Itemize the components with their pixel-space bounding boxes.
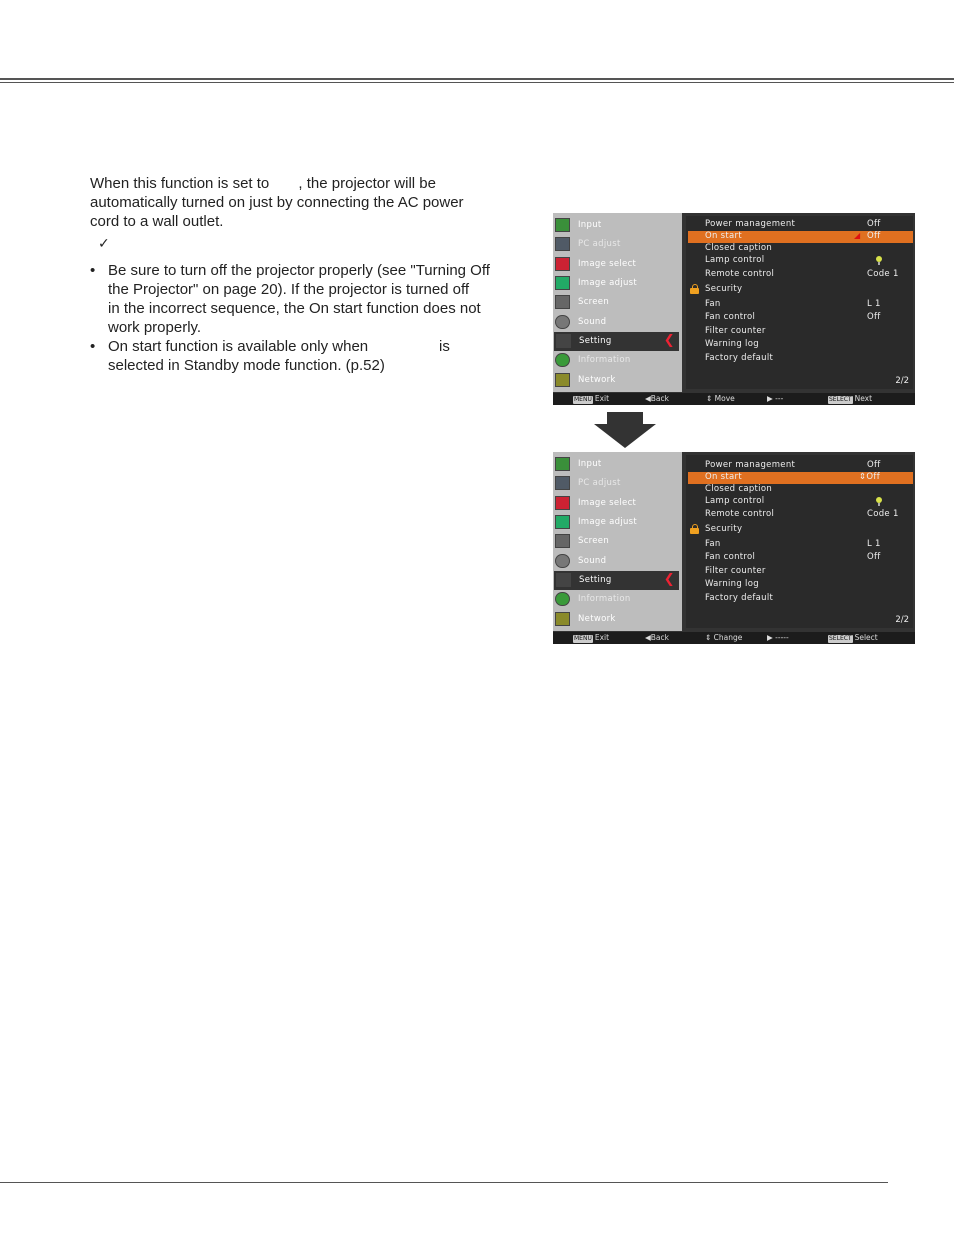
image-select-icon [555, 257, 570, 271]
setting-icon [556, 573, 571, 587]
para-line: When this function is set to , the projector will be [90, 175, 436, 192]
row-label: Warning log [705, 339, 759, 349]
row-value: Off [867, 552, 881, 562]
row-value: Off [867, 460, 881, 470]
row-label: Closed caption [705, 484, 773, 494]
row-value: Off [867, 231, 881, 241]
menu-item-input[interactable] [553, 216, 682, 235]
note-line: Be sure to turn off the projector properly (see "Turning Off [108, 262, 490, 279]
row-label: Fan control [705, 312, 756, 322]
menu-item-screen[interactable] [553, 532, 682, 551]
row-factory-default[interactable] [686, 593, 913, 605]
sub-menu-panel [686, 216, 913, 389]
input-icon [555, 457, 570, 471]
menu-item-sound[interactable] [553, 552, 682, 571]
bullet: • [90, 338, 96, 355]
row-remote-control[interactable] [686, 269, 913, 281]
select-label: Select [854, 633, 878, 642]
menu-item-image-adjust[interactable] [553, 513, 682, 532]
menu-item-network[interactable] [553, 371, 682, 390]
menu-item-label: Network [578, 375, 616, 385]
menu-item-label: PC adjust [578, 478, 621, 488]
row-value: ⇕Off [859, 472, 880, 482]
menu-item-information[interactable] [553, 351, 682, 370]
menu-item-label: Image adjust [578, 278, 638, 288]
pc-adjust-icon [555, 237, 570, 251]
exit-label: Exit [594, 394, 610, 403]
sub-menu-panel [686, 455, 913, 628]
information-icon [555, 592, 570, 606]
row-label: Factory default [705, 353, 774, 363]
row-on-start[interactable] [688, 472, 913, 484]
row-filter-counter[interactable] [686, 326, 913, 338]
row-power-management[interactable] [686, 219, 913, 231]
row-lamp-control[interactable] [686, 496, 913, 508]
row-value: Code 1 [867, 509, 899, 519]
row-remote-control[interactable] [686, 509, 913, 521]
exit-hint [573, 633, 609, 643]
row-label: On start [705, 231, 742, 241]
menu-item-label: Network [578, 614, 616, 624]
row-label: Security [705, 284, 743, 294]
sound-icon [555, 554, 570, 568]
input-icon [555, 218, 570, 232]
row-label: Security [705, 524, 743, 534]
row-label: Power management [705, 219, 796, 229]
osd-guide-bar [553, 632, 915, 644]
network-icon [555, 612, 570, 626]
select-key: SELECT [829, 396, 852, 403]
chevron-left-icon: ❮ [663, 333, 675, 348]
next-hint [828, 394, 872, 404]
lamp-icon [876, 497, 882, 503]
information-icon [555, 353, 570, 367]
para-line: cord to a wall outlet. [90, 213, 224, 230]
menu-item-label: Sound [578, 556, 607, 566]
footer-rule [0, 1182, 888, 1183]
row-closed-caption[interactable] [686, 243, 913, 255]
row-label: Filter counter [705, 326, 766, 336]
note-line: in the incorrect sequence, the On start function does not [108, 300, 481, 317]
menu-item-screen[interactable] [553, 293, 682, 312]
pointer-icon: ◢ [854, 231, 861, 240]
row-label: On start [705, 472, 742, 482]
menu-key: MENU [574, 635, 592, 642]
page-indicator: 2/2 [895, 615, 909, 625]
down-arrow-icon [594, 412, 656, 448]
menu-item-label: Image select [578, 498, 637, 508]
row-label: Fan [705, 539, 721, 549]
row-value: L 1 [867, 299, 881, 309]
exit-label: Exit [594, 633, 610, 642]
row-warning-log[interactable] [686, 579, 913, 591]
menu-item-label: Setting [579, 336, 612, 346]
row-label: Power management [705, 460, 796, 470]
row-label: Closed caption [705, 243, 773, 253]
setting-icon [556, 334, 571, 348]
menu-item-label: Screen [578, 536, 610, 546]
row-value: Off [867, 312, 881, 322]
menu-item-label: PC adjust [578, 239, 621, 249]
row-lamp-control[interactable] [686, 255, 913, 267]
row-security[interactable] [686, 524, 913, 536]
osd-guide-bar [553, 393, 915, 405]
row-label: Remote control [705, 269, 775, 279]
row-label: Factory default [705, 593, 774, 603]
row-filter-counter[interactable] [686, 566, 913, 578]
bullet: • [90, 262, 96, 279]
move-hint: ⇕ Move [706, 394, 735, 403]
menu-item-sound[interactable] [553, 313, 682, 332]
next-arrow-hint: ▶ ----- [767, 633, 789, 642]
menu-item-label: Information [578, 355, 631, 365]
exit-hint [573, 394, 609, 404]
next-label: Next [854, 394, 873, 403]
osd-menu-before [553, 213, 915, 405]
menu-item-network[interactable] [553, 610, 682, 629]
menu-item-input[interactable] [553, 455, 682, 474]
page-indicator: 2/2 [895, 376, 909, 386]
menu-item-pc-adjust[interactable] [553, 235, 682, 254]
header-rule-thin [0, 82, 954, 83]
para-line: automatically turned on just by connecting the AC power [90, 194, 464, 211]
menu-item-label: Image adjust [578, 517, 638, 527]
note-line: On start function is available only when is [108, 338, 450, 355]
row-label: Filter counter [705, 566, 766, 576]
row-label: Fan [705, 299, 721, 309]
next-arrow-hint: ▶ --- [767, 394, 784, 403]
menu-item-label: Setting [579, 575, 612, 585]
menu-item-setting[interactable] [554, 571, 679, 590]
screen-icon [555, 534, 570, 548]
row-label: Warning log [705, 579, 759, 589]
osd-menu-after [553, 452, 915, 644]
row-label: Remote control [705, 509, 775, 519]
row-warning-log[interactable] [686, 339, 913, 351]
row-fan[interactable] [686, 539, 913, 551]
sound-icon [555, 315, 570, 329]
menu-item-label: Input [578, 459, 602, 469]
network-icon [555, 373, 570, 387]
note-item [90, 337, 510, 375]
row-label: Fan control [705, 552, 756, 562]
row-security[interactable] [686, 284, 913, 296]
menu-item-image-adjust[interactable] [553, 274, 682, 293]
header-rule [0, 78, 954, 80]
menu-key: MENU [574, 396, 592, 403]
lock-icon [690, 524, 699, 534]
menu-item-setting[interactable] [554, 332, 679, 351]
note-item [90, 261, 510, 337]
image-adjust-icon [555, 276, 570, 290]
menu-item-label: Input [578, 220, 602, 230]
menu-item-label: Screen [578, 297, 610, 307]
row-closed-caption[interactable] [686, 484, 913, 496]
description-paragraph [90, 174, 510, 231]
menu-item-image-select[interactable] [553, 255, 682, 274]
row-factory-default[interactable] [686, 353, 913, 365]
row-power-management[interactable] [686, 460, 913, 472]
row-label: Lamp control [705, 496, 765, 506]
lock-icon [690, 284, 699, 294]
image-adjust-icon [555, 515, 570, 529]
select-hint [828, 633, 878, 643]
row-value: L 1 [867, 539, 881, 549]
lamp-icon [876, 256, 882, 262]
row-on-start[interactable] [688, 231, 913, 243]
back-hint: ◀Back [645, 394, 669, 403]
note-line: selected in Standby mode function. (p.52) [108, 357, 385, 374]
menu-item-image-select[interactable] [553, 494, 682, 513]
check-mark-icon: ✓ [98, 236, 110, 252]
note-line: the Projector" on page 20). If the projector is turned off [108, 281, 470, 298]
image-select-icon [555, 496, 570, 510]
menu-item-label: Information [578, 594, 631, 604]
row-fan-control[interactable] [686, 552, 913, 564]
main-menu-panel [553, 452, 682, 631]
back-hint: ◀Back [645, 633, 669, 642]
row-value: Off [867, 219, 881, 229]
menu-item-pc-adjust[interactable] [553, 474, 682, 493]
menu-item-information[interactable] [553, 590, 682, 609]
menu-item-label: Sound [578, 317, 607, 327]
note-line: work properly. [108, 319, 202, 336]
row-value: Code 1 [867, 269, 899, 279]
row-label: Lamp control [705, 255, 765, 265]
notes-list [90, 261, 510, 375]
row-fan[interactable] [686, 299, 913, 311]
screen-icon [555, 295, 570, 309]
select-key: SELECT [829, 635, 852, 642]
row-fan-control[interactable] [686, 312, 913, 324]
chevron-left-icon: ❮ [663, 572, 675, 587]
menu-item-label: Image select [578, 259, 637, 269]
pc-adjust-icon [555, 476, 570, 490]
change-hint: ⇕ Change [705, 633, 743, 642]
main-menu-panel [553, 213, 682, 392]
